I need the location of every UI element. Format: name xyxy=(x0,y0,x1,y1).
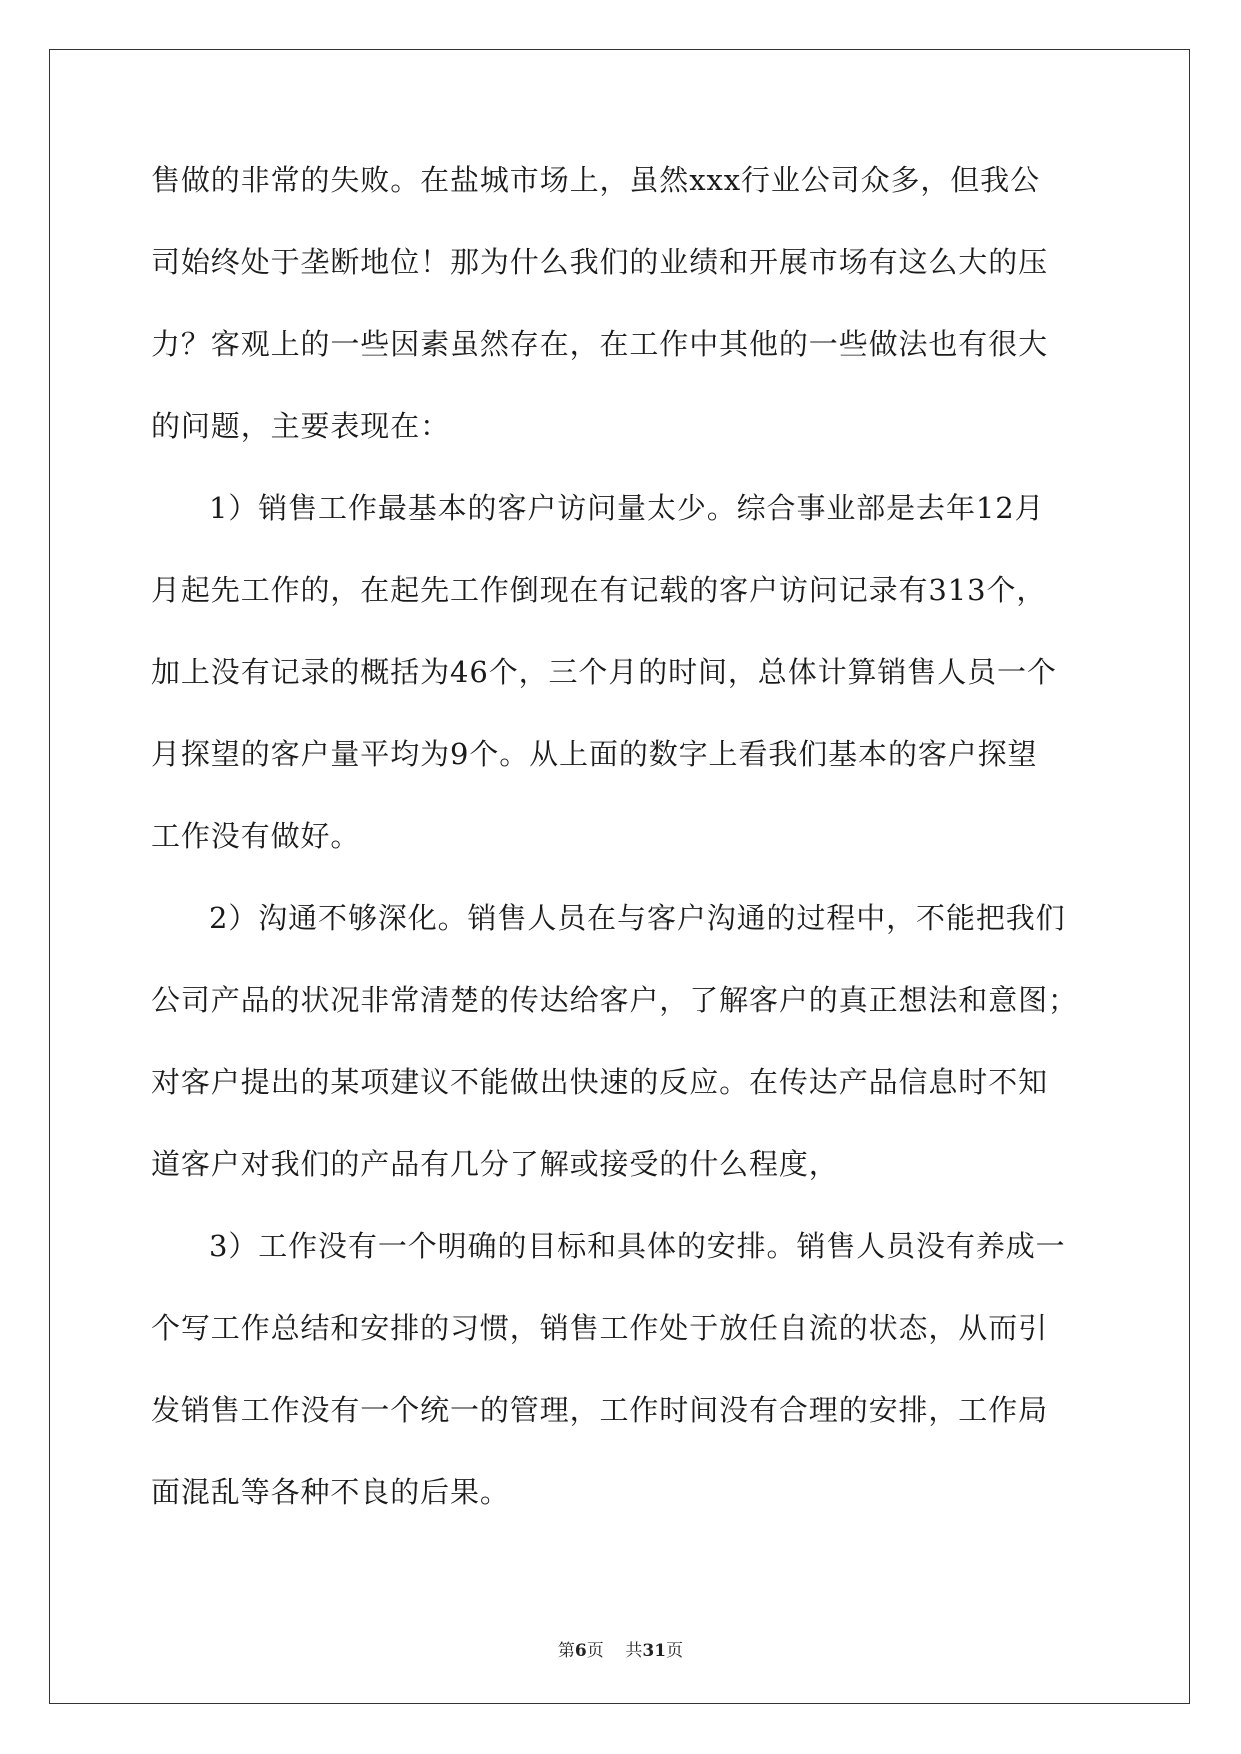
page-number: 6 xyxy=(574,1641,587,1661)
paragraph-first-line: 2）沟通不够深化。销售人员在与客户沟通的过程中，不能把我们 xyxy=(209,901,1066,935)
text-line: 力？客观上的一些因素虽然存在，在工作中其他的一些做法也有很大 xyxy=(151,327,1049,361)
text-line: 工作没有做好。 xyxy=(151,819,361,853)
page-prefix: 第 xyxy=(557,1641,575,1661)
text-line: 面混乱等各种不良的后果。 xyxy=(151,1475,510,1509)
text-line: 的问题，主要表现在： xyxy=(151,409,451,443)
total-suffix: 页 xyxy=(666,1641,684,1661)
paragraph-first-line: 3）工作没有一个明确的目标和具体的安排。销售人员没有养成一 xyxy=(209,1229,1066,1263)
text-line: 公司产品的状况非常清楚的传达给客户，了解客户的真正想法和意图； xyxy=(151,983,1078,1017)
text-line: 售做的非常的失败。在盐城市场上，虽然xxx行业公司众多，但我公 xyxy=(151,163,1040,197)
page-suffix: 页 xyxy=(586,1641,604,1661)
text-line: 个写工作总结和安排的习惯，销售工作处于放任自流的状态，从而引 xyxy=(151,1311,1049,1345)
text-line: 月起先工作的，在起先工作倒现在有记载的客户访问记录有313个， xyxy=(151,573,1047,607)
text-line: 发销售工作没有一个统一的管理，工作时间没有合理的安排，工作局 xyxy=(151,1393,1049,1427)
total-pages: 31 xyxy=(642,1641,667,1661)
document-body xyxy=(151,160,1086,1554)
text-line: 加上没有记录的概括为46个，三个月的时间，总体计算销售人员一个 xyxy=(151,655,1057,689)
text-line: 道客户对我们的产品有几分了解或接受的什么程度， xyxy=(151,1147,839,1181)
text-line: 司始终处于垄断地位！那为什么我们的业绩和开展市场有这么大的压 xyxy=(151,245,1049,279)
text-line: 月探望的客户量平均为9个。从上面的数字上看我们基本的客户探望 xyxy=(151,737,1038,771)
paragraph-first-line: 1）销售工作最基本的客户访问量太少。综合事业部是去年12月 xyxy=(209,491,1045,525)
text-line: 对客户提出的某项建议不能做出快速的反应。在传达产品信息时不知 xyxy=(151,1065,1049,1099)
total-prefix: 共 xyxy=(625,1641,643,1661)
page-footer xyxy=(0,1636,1241,1661)
